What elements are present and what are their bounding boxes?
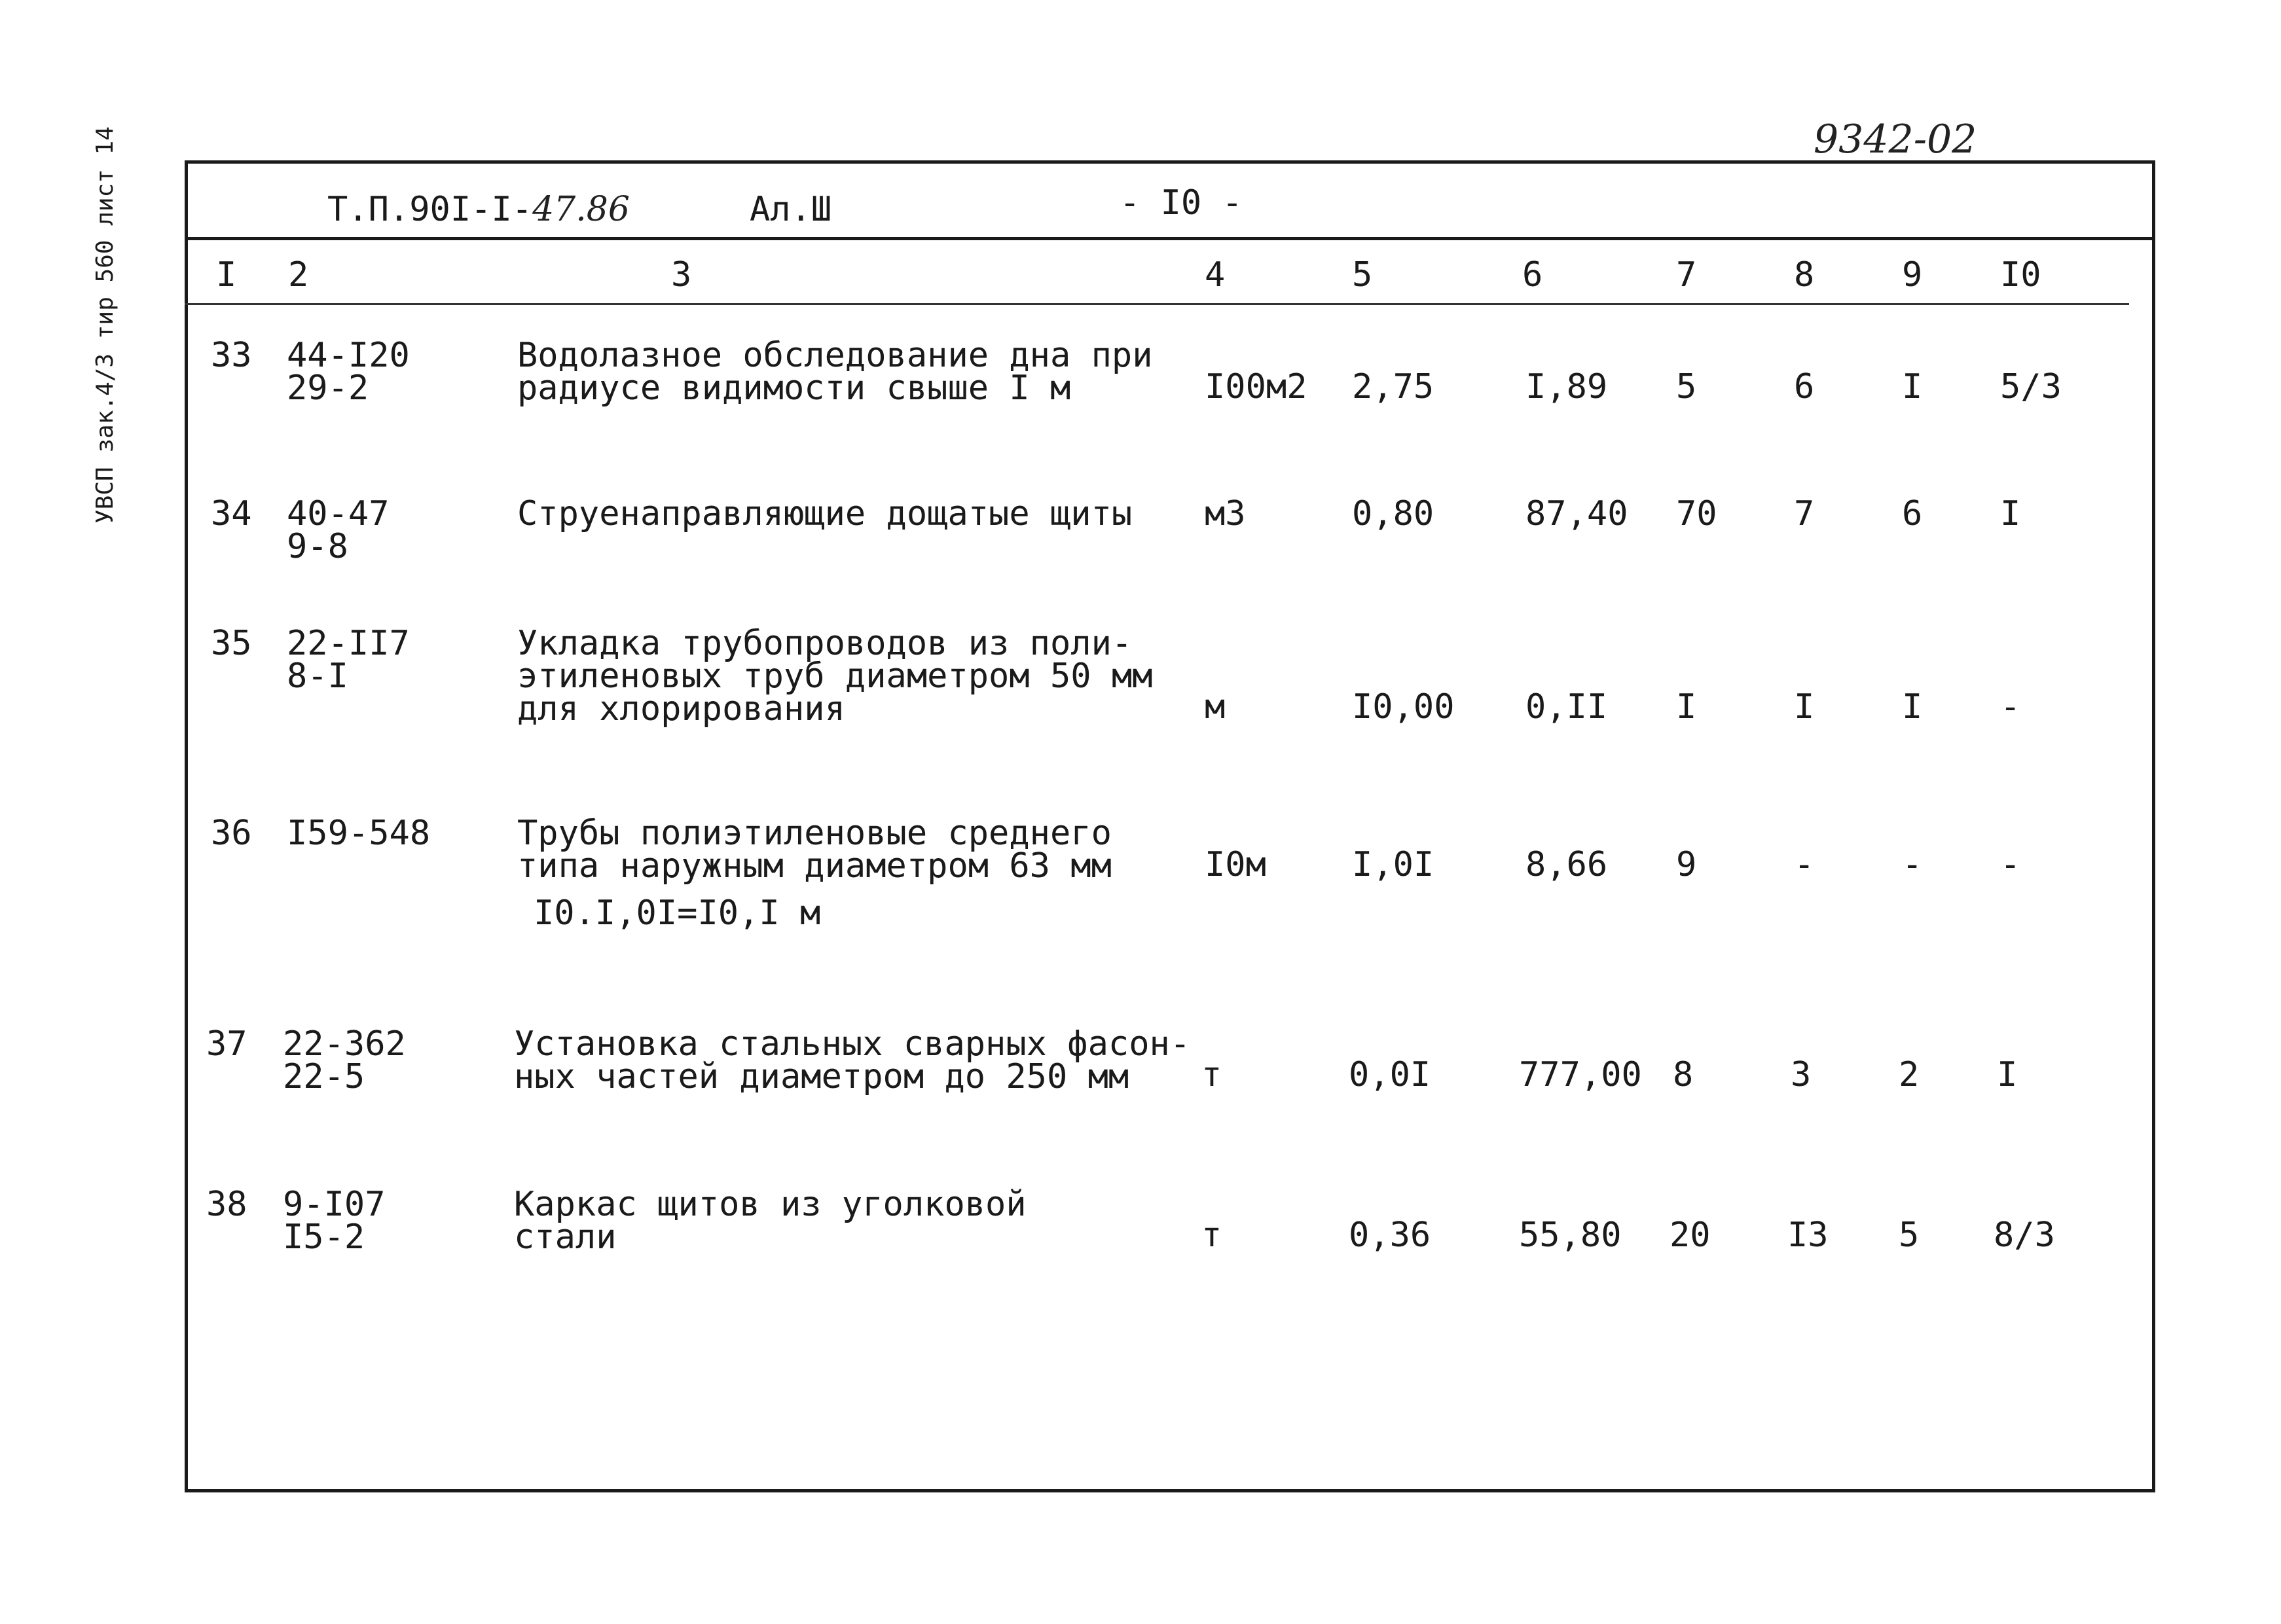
unit-price: 8,66 xyxy=(1525,845,1608,884)
rate-code: 22-362 22-5 xyxy=(283,1024,406,1096)
column-7-value: I xyxy=(1676,687,1697,727)
column-8-value: 6 xyxy=(1794,367,1815,406)
unit: м xyxy=(1205,687,1226,727)
unit-price: I,89 xyxy=(1525,367,1608,406)
quantity: I,0I xyxy=(1352,845,1434,884)
column-8-value: I xyxy=(1794,687,1815,727)
rate-code: 22-II7 8-I xyxy=(287,624,410,696)
column-9-value: I xyxy=(1902,687,1923,727)
album-label: Ал.Ш xyxy=(750,190,832,229)
unit: м3 xyxy=(1205,494,1246,533)
quantity-calculation-note: I0.I,0I=I0,I м xyxy=(534,893,821,933)
quantity: 2,75 xyxy=(1352,367,1434,406)
rate-code: 40-47 9-8 xyxy=(287,494,390,566)
column-7-value: 70 xyxy=(1676,494,1717,533)
column-8-value: 7 xyxy=(1794,494,1815,533)
rate-code: I59-548 xyxy=(287,814,431,853)
header-divider xyxy=(185,237,2155,240)
column-9-value: 2 xyxy=(1899,1055,1920,1094)
unit-price: 777,00 xyxy=(1519,1055,1642,1094)
quantity: 0,36 xyxy=(1349,1216,1431,1255)
column-9-value: - xyxy=(1902,845,1923,884)
table-frame xyxy=(185,160,2155,1492)
row-number: 37 xyxy=(206,1024,247,1064)
column-header-4: 4 xyxy=(1205,255,1226,295)
column-8-value: I3 xyxy=(1787,1216,1829,1255)
unit-price: 87,40 xyxy=(1525,494,1628,533)
column-9-value: I xyxy=(1902,367,1923,406)
column-9-value: 6 xyxy=(1902,494,1923,533)
column-10-value: 5/3 xyxy=(2000,367,2062,406)
quantity: I0,00 xyxy=(1352,687,1455,727)
column-header-divider xyxy=(185,303,2129,305)
quantity: 0,0I xyxy=(1349,1055,1431,1094)
column-header-8: 8 xyxy=(1794,255,1815,295)
column-header-5: 5 xyxy=(1352,255,1373,295)
work-description: Водолазное обследование дна при радиусе видимости свыше I м xyxy=(517,336,1153,408)
column-10-value: - xyxy=(2000,845,2021,884)
row-number: 38 xyxy=(206,1185,247,1224)
column-8-value: - xyxy=(1794,845,1815,884)
unit: I0м xyxy=(1205,845,1266,884)
row-number: 36 xyxy=(211,814,252,853)
work-description: Струенаправляющие дощатые щиты xyxy=(517,494,1133,533)
column-header-7: 7 xyxy=(1676,255,1697,295)
row-number: 33 xyxy=(211,336,252,375)
document-stamp-number: 9342-02 xyxy=(1814,117,1977,162)
column-header-10: I0 xyxy=(2000,255,2041,295)
column-7-value: 8 xyxy=(1673,1055,1694,1094)
row-number: 34 xyxy=(211,494,252,533)
document-code xyxy=(327,190,630,229)
unit-price: 0,II xyxy=(1525,687,1608,727)
column-header-1: I xyxy=(216,255,237,295)
column-header-6: 6 xyxy=(1522,255,1543,295)
row-number: 35 xyxy=(211,624,252,663)
work-description: Каркас щитов из уголковой стали xyxy=(514,1185,1027,1257)
column-10-value: - xyxy=(2000,687,2021,727)
column-10-value: I xyxy=(2000,494,2021,533)
column-header-2: 2 xyxy=(288,255,309,295)
column-header-9: 9 xyxy=(1902,255,1923,295)
unit: I00м2 xyxy=(1205,367,1307,406)
column-header-3: 3 xyxy=(671,255,692,295)
work-description: Установка стальных сварных фасон- ных частей диаметром до 250 мм xyxy=(514,1024,1191,1096)
unit-price: 55,80 xyxy=(1519,1216,1622,1255)
column-9-value: 5 xyxy=(1899,1216,1920,1255)
column-8-value: 3 xyxy=(1791,1055,1812,1094)
column-10-value: 8/3 xyxy=(1994,1216,2055,1255)
document-code-handwritten: 47.86 xyxy=(532,190,630,229)
page-number: - I0 - xyxy=(1120,183,1243,223)
document-code-printed: Т.П.90I-I- xyxy=(327,190,533,229)
column-7-value: 9 xyxy=(1676,845,1697,884)
unit: т xyxy=(1201,1216,1222,1255)
column-10-value: I xyxy=(1997,1055,2018,1094)
column-7-value: 5 xyxy=(1676,367,1697,406)
unit: т xyxy=(1201,1055,1222,1094)
margin-note: УВСП зак.4/3 тир 560 лист 14 xyxy=(92,126,119,524)
rate-code: 9-I07 I5-2 xyxy=(283,1185,386,1257)
column-7-value: 20 xyxy=(1670,1216,1711,1255)
rate-code: 44-I20 29-2 xyxy=(287,336,410,408)
quantity: 0,80 xyxy=(1352,494,1434,533)
work-description: Трубы полиэтиленовые среднего типа наружным диаметром 63 мм xyxy=(517,814,1112,886)
work-description: Укладка трубопроводов из поли- этиленовых труб диаметром 50 мм для хлорирования xyxy=(517,624,1153,729)
